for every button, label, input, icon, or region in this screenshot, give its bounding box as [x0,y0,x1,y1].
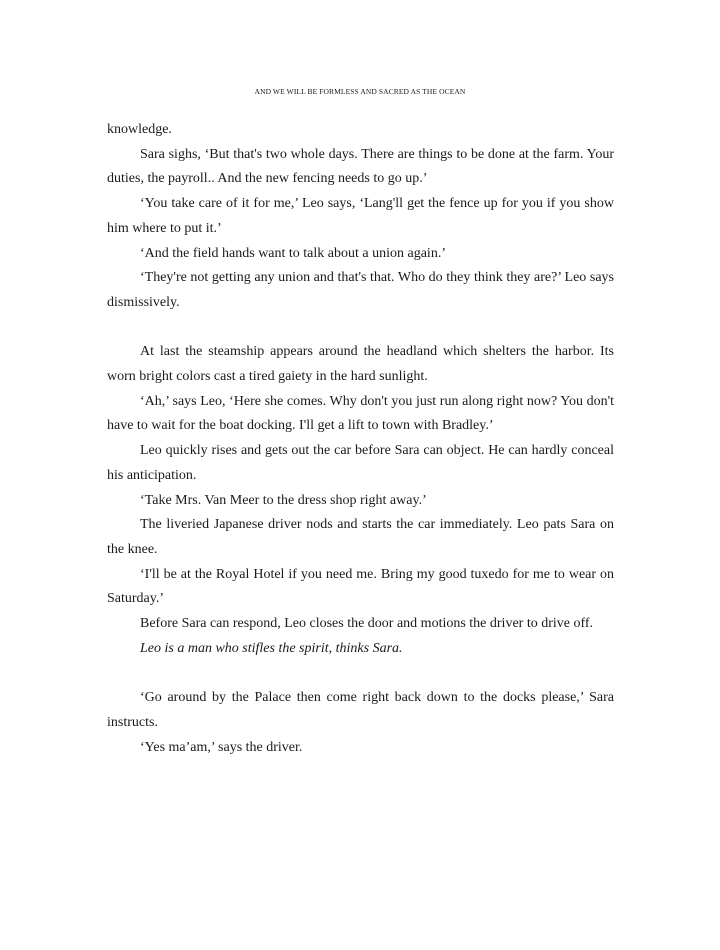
paragraph: At last the steamship appears around the headland which shelters the harbor. Its worn bright colors cast a tired gaiety in the hard sunlight. [107,344,614,385]
section-break [107,316,614,341]
paragraph: ‘Ah,’ says Leo, ‘Here she comes. Why don't you just run along right now? You don't have to wait for the boat docking. I'll get a lift to town with Bradley.’ [107,393,614,434]
paragraph: ‘And the field hands want to talk about a union again.’ [140,245,446,261]
italic-paragraph: Leo is a man who stifles the spirit, thinks Sara. [140,640,403,656]
running-header: AND WE WILL BE FORMLESS AND SACRED AS THE OCEAN [254,87,466,96]
paragraph: knowledge. [107,122,172,137]
paragraph: Leo quickly rises and gets out the car before Sara can object. He can hardly conceal his anticipation. [107,443,614,483]
paragraph: Before Sara can respond, Leo closes the door and motions the driver to drive off. [140,616,594,632]
paragraph: ‘Go around by the Palace then come right back down to the docks please,’ Sara instructs. [107,690,614,730]
paragraph: ‘Yes ma’am,’ says the driver. [140,739,303,755]
section-break [107,661,614,686]
paragraph: Sara sighs, ‘But that's two whole days. There are things to be done at the farm. Your duties, the payroll.. And the new fencing needs to go up.’ [107,146,614,187]
paragraph: ‘Take Mrs. Van Meer to the dress shop right away.’ [140,492,427,508]
paragraph: ‘I'll be at the Royal Hotel if you need me. Bring my good tuxedo for me to wear on Saturday.’ [107,566,614,607]
paragraph: ‘You take care of it for me,’ Leo says, ‘Lang'll get the fence up for you if you show him where to put it.’ [107,196,614,236]
paragraph: The liveried Japanese driver nods and starts the car immediately. Leo pats Sara on the knee. [107,517,614,557]
body-text [107,118,614,760]
paragraph: ‘They're not getting any union and that's that. Who do they think they are?’ Leo says dismissively. [107,270,614,310]
